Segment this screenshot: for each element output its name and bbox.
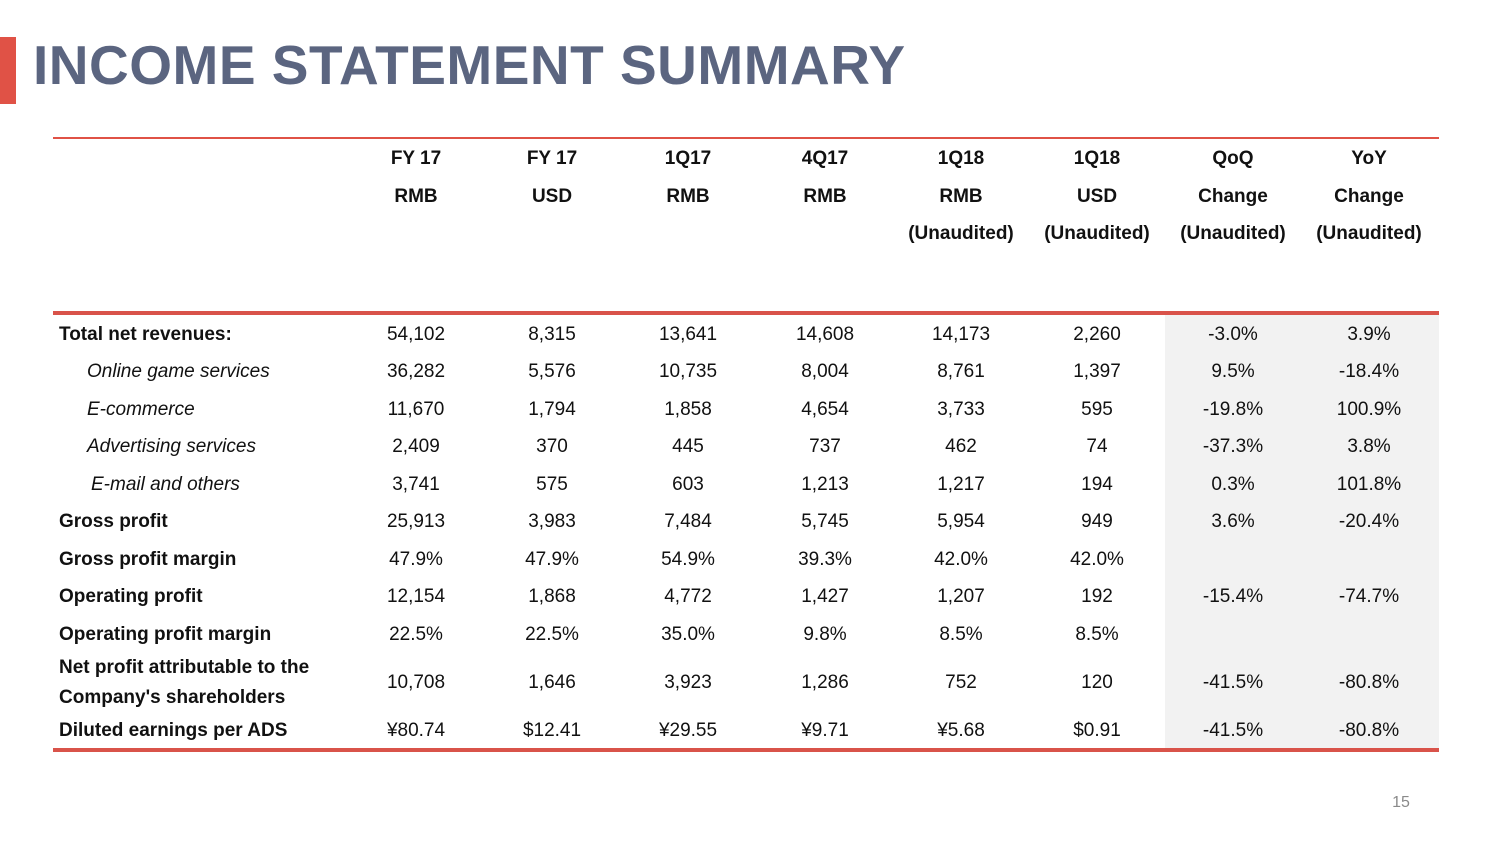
- table-cell: 36,282: [386, 361, 446, 383]
- table-cell: 3.8%: [1347, 436, 1391, 458]
- table-cell: 4,772: [664, 586, 712, 608]
- table-cell: 752: [945, 672, 977, 693]
- header-divider: [53, 311, 1439, 315]
- table-cell: 10,735: [658, 361, 718, 383]
- table-cell: 1,213: [801, 473, 849, 495]
- table-cell: ¥9.71: [801, 719, 849, 741]
- table-cell: 0.3%: [1211, 473, 1255, 495]
- row-label-line: Net profit attributable to the: [59, 657, 310, 678]
- column-header-qoq-change: QoQ Change (Unaudited): [1180, 148, 1286, 244]
- table-cell: -3.0%: [1208, 323, 1258, 345]
- row-label: Gross profit: [59, 511, 168, 533]
- table-cell: 13,641: [658, 323, 718, 345]
- table-row: [0, 579, 1500, 617]
- table-cell: 2,409: [392, 436, 440, 458]
- title-accent-bar: [0, 37, 16, 104]
- table-cell: [1165, 541, 1301, 579]
- row-label: [59, 654, 309, 713]
- table-cell: 3,983: [528, 511, 576, 533]
- column-header-4q17-rmb: 4Q17 RMB: [801, 148, 849, 207]
- table-cell: 1,397: [1073, 361, 1121, 383]
- table-row: [0, 504, 1500, 542]
- table-cell: 192: [1081, 586, 1113, 608]
- row-label-line: Company's shareholders: [59, 687, 286, 708]
- column-header-1q18-rmb: 1Q18 RMB (Unaudited): [908, 148, 1014, 244]
- table-cell: 14,173: [931, 323, 991, 345]
- table-cell: -41.5%: [1202, 719, 1264, 741]
- table-cell: 194: [1081, 473, 1113, 495]
- column-header-1q18-usd: 1Q18 USD (Unaudited): [1044, 148, 1150, 244]
- table-cell: 120: [1081, 672, 1113, 693]
- table-cell: 1,207: [937, 586, 985, 608]
- row-label: E-mail and others: [91, 473, 240, 495]
- table-cell: 47.9%: [525, 548, 579, 570]
- table-cell: 47.9%: [389, 548, 443, 570]
- table-cell: 737: [809, 436, 841, 458]
- table-cell: 25,913: [386, 511, 446, 533]
- table-cell: 100.9%: [1336, 398, 1402, 420]
- table-cell: 3,741: [392, 473, 440, 495]
- table-cell: 3,733: [937, 398, 985, 420]
- table-row: [0, 541, 1500, 579]
- table-cell: 3.9%: [1347, 323, 1391, 345]
- row-label: Operating profit margin: [59, 623, 272, 645]
- table-cell: 1,868: [528, 586, 576, 608]
- column-header-yoy-change: YoY Change (Unaudited): [1316, 148, 1422, 244]
- table-cell: [1301, 541, 1437, 579]
- table-cell: 3.6%: [1211, 511, 1255, 533]
- table-cell: 101.8%: [1336, 473, 1402, 495]
- table-row: [0, 391, 1500, 429]
- column-header-fy17-rmb: FY 17 RMB: [390, 148, 442, 207]
- table-row: [0, 316, 1500, 354]
- row-label: E-commerce: [87, 398, 195, 420]
- table-cell: -41.5%: [1202, 672, 1264, 693]
- page-title: INCOME STATEMENT SUMMARY: [33, 34, 906, 96]
- table-cell: 1,427: [801, 586, 849, 608]
- table-cell: $12.41: [522, 719, 582, 741]
- table-cell: 22.5%: [525, 623, 579, 645]
- table-cell: 14,608: [795, 323, 855, 345]
- row-label: Diluted earnings per ADS: [59, 719, 288, 741]
- table-cell: 11,670: [387, 398, 445, 420]
- table-cell: ¥80.74: [386, 719, 446, 741]
- table-cell: 595: [1081, 398, 1113, 420]
- row-label: Online game services: [87, 361, 270, 383]
- table-cell: -15.4%: [1202, 586, 1264, 608]
- table-cell: 1,286: [801, 672, 849, 693]
- table-cell: [1301, 616, 1437, 654]
- bottom-divider: [53, 748, 1439, 752]
- table-cell: 462: [945, 436, 977, 458]
- table-cell: 4,654: [801, 398, 849, 420]
- table-cell: 35.0%: [661, 623, 715, 645]
- table-cell: 3,923: [664, 672, 712, 693]
- table-row: [0, 616, 1500, 654]
- table-cell: 5,745: [801, 511, 849, 533]
- page-number: 15: [1392, 794, 1410, 811]
- table-cell: 42.0%: [1070, 548, 1124, 570]
- table-cell: 1,858: [664, 398, 712, 420]
- table-cell: 949: [1081, 511, 1113, 533]
- row-label: Operating profit: [59, 586, 203, 608]
- table-cell: 5,954: [937, 511, 985, 533]
- table-row: [0, 654, 1500, 713]
- table-cell: 445: [672, 436, 704, 458]
- row-label: Gross profit margin: [59, 548, 237, 570]
- table-row: [0, 713, 1500, 749]
- table-cell: 575: [536, 473, 568, 495]
- table-cell: 9.8%: [803, 623, 847, 645]
- table-cell: 10,708: [386, 672, 446, 693]
- table-cell: ¥5.68: [937, 719, 985, 741]
- table-cell: 54.9%: [661, 548, 715, 570]
- table-cell: 74: [1086, 436, 1108, 458]
- table-cell: 22.5%: [389, 623, 443, 645]
- table-cell: -19.8%: [1202, 398, 1264, 420]
- table-cell: 7,484: [664, 511, 712, 533]
- table-cell: 12,154: [386, 586, 446, 608]
- table-row: [0, 466, 1500, 504]
- table-cell: -37.3%: [1202, 436, 1264, 458]
- table-cell: ¥29.55: [658, 719, 718, 741]
- table-cell: 9.5%: [1211, 361, 1255, 383]
- row-label: Advertising services: [87, 436, 256, 458]
- table-cell: $0.91: [1073, 719, 1121, 741]
- table-cell: 42.0%: [934, 548, 988, 570]
- table-cell: 5,576: [528, 361, 576, 383]
- table-cell: -74.7%: [1338, 586, 1400, 608]
- table-cell: 1,646: [528, 672, 576, 693]
- table-row: [0, 354, 1500, 392]
- table-cell: 370: [536, 436, 568, 458]
- table-cell: -18.4%: [1338, 361, 1400, 383]
- table-cell: 8,761: [937, 361, 985, 383]
- table-cell: [1165, 616, 1301, 654]
- table-cell: 8,315: [528, 323, 576, 345]
- table-cell: 39.3%: [798, 548, 852, 570]
- table-cell: 8.5%: [1075, 623, 1119, 645]
- table-cell: -80.8%: [1338, 672, 1400, 693]
- table-cell: 8,004: [801, 361, 849, 383]
- table-cell: 1,794: [528, 398, 576, 420]
- table-cell: -80.8%: [1338, 719, 1400, 741]
- top-divider: [53, 137, 1439, 139]
- table-cell: -20.4%: [1338, 511, 1400, 533]
- row-label: Total net revenues:: [59, 323, 232, 345]
- table-cell: 1,217: [937, 473, 985, 495]
- table-cell: 2,260: [1073, 323, 1121, 345]
- column-header-1q17-rmb: 1Q17 RMB: [664, 148, 712, 207]
- table-cell: 8.5%: [939, 623, 983, 645]
- table-cell: 603: [672, 473, 704, 495]
- table-row: [0, 429, 1500, 467]
- table-cell: 54,102: [386, 323, 446, 345]
- column-header-fy17-usd: FY 17 USD: [526, 148, 578, 207]
